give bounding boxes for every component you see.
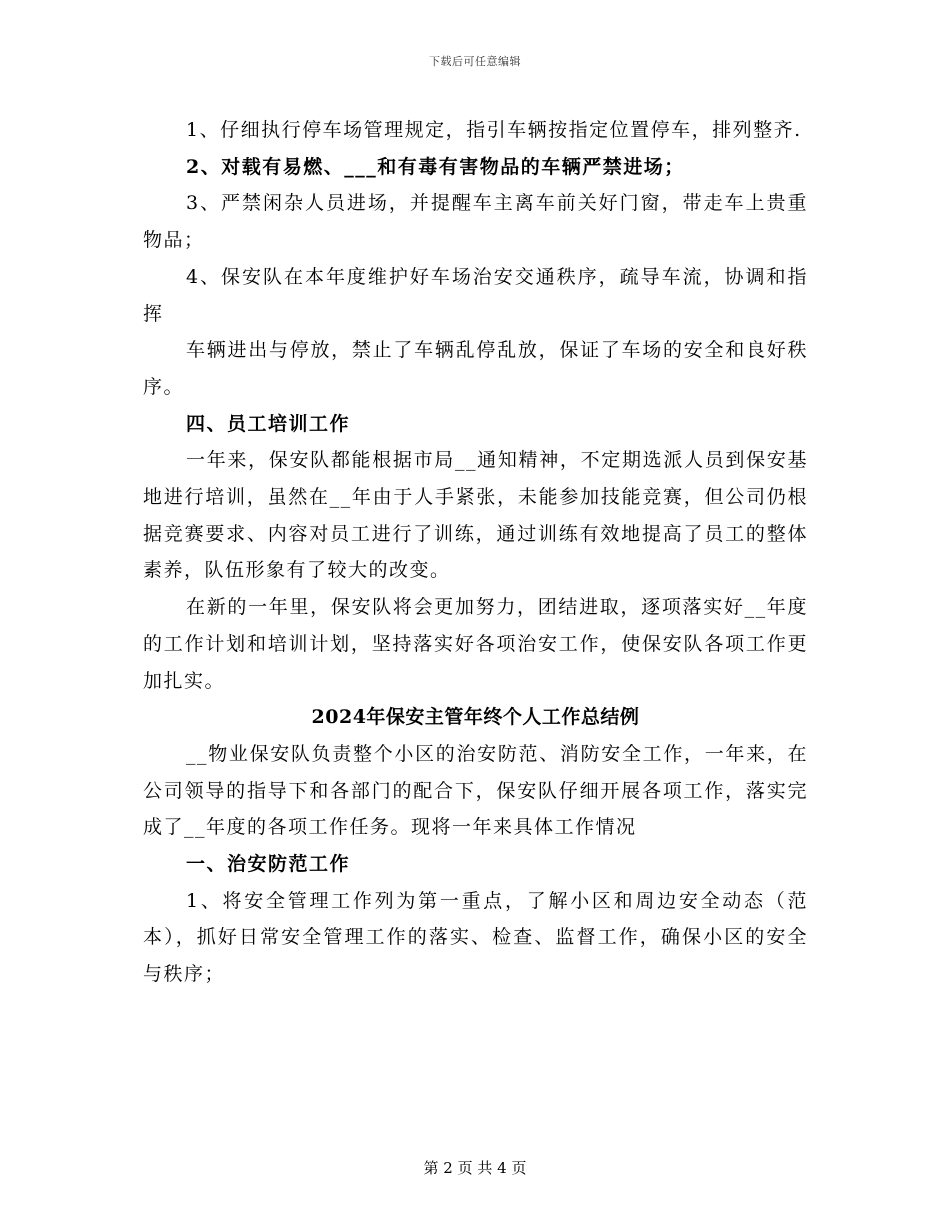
article-title: 2024年保安主管年终个人工作总结例 (311, 706, 640, 729)
paragraph-intro: __物业保安队负责整个小区的治安防范、消防安全工作，一年来，在公司领导的指导下和各部门的配合下，保安队仔细开展各项工作，落实完成了__年度的各项工作任务。现将一年来具体工作情况 (143, 742, 808, 839)
section-heading-training: 四、员工培训工作 (186, 412, 351, 435)
paragraph-new-year-plan: 在新的一年里，保安队将会更加努力，团结进取，逐项落实好__年度的工作计划和培训计划，坚持落实好各项治安工作，使保安队各项工作更加扎实。 (143, 596, 808, 692)
paragraph-parking-rule-2: 2、对载有易燃、___和有毒有害物品的车辆严禁进场； (186, 155, 685, 178)
paragraph-parking-rule-3: 3、严禁闲杂人员进场，并提醒车主离车前关好门窗，带走车上贵重物品； (143, 192, 808, 252)
paragraph-training: 一年来，保安队都能根据市局__通知精神，不定期选派人员到保安基地进行培训，虽然在__年由于人手紧张，未能参加技能竞赛，但公司仍根据竞赛要求、内容对员工进行了训练，通过训练有效地提高了员工的整体素养，队伍形象有了较大的改变。 (143, 449, 808, 582)
paragraph-parking-rule-1: 1、仔细执行停车场管理规定，指引车辆按指定位置停车，排列整齐. (186, 119, 802, 141)
document-body (143, 112, 808, 993)
paragraph-security-1: 1、将安全管理工作列为第一重点，了解小区和周边安全动态（范本），抓好日常安全管理工作的落实、检查、监督工作，确保小区的安全与秩序； (143, 889, 808, 986)
paragraph-parking-continued: 车辆进出与停放，禁止了车辆乱停乱放，保证了车场的安全和良好秩序。 (143, 339, 808, 398)
page-header-note: 下载后可任意编辑 (429, 55, 521, 68)
paragraph-parking-rule-4: 4、保安队在本年度维护好车场治安交通秩序，疏导车流，协调和指挥 (143, 265, 808, 325)
section-heading-security: 一、治安防范工作 (186, 853, 351, 876)
page-number: 第 2 页 共 4 页 (423, 1159, 527, 1177)
